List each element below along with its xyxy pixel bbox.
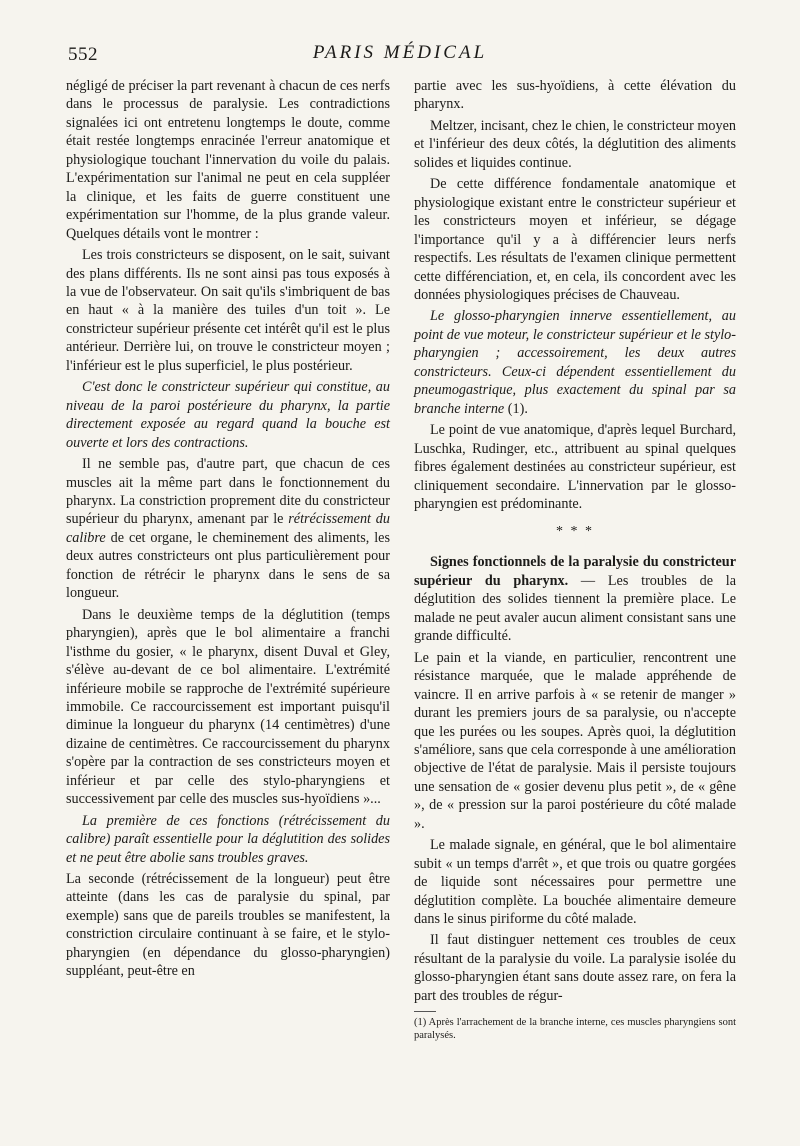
text-run: de cet organe, le cheminement des aliments, les deux autres constricteurs ont plus particulièrement pour fonction de rétrécir le pharynx dans le sens de sa longueur.	[66, 529, 390, 602]
paragraph	[66, 455, 390, 603]
paragraph: Il faut distinguer nettement ces troubles de ceux résultant de la paralysie du voile. La paralysie isolée du glosso-pharyngien étant sans doute assez rare, on fera la part des troubles de régur-	[414, 932, 736, 1004]
paragraph	[414, 307, 736, 418]
italic-term: rétrécissement du calibre	[66, 511, 390, 546]
italic-paragraph: La première de ces fonctions (rétrécissement du calibre) paraît essentielle pour la déglutition des solides et ne peut être abolie sans troubles graves.	[66, 812, 390, 866]
paragraph: négligé de préciser la part revenant à chacun de ces nerfs dans le processus de paralysie. Les contradictions signalées ici ont entretenu longtemps le doute, comme était restée longtemps enracinée l'erreur anatomique et physiologique touchant l'innervation du voile du palais. L'expérimentation sur l'animal ne peut en cela suppléer la clinique, et les faits de guerre constituent une expérimentation sur l'homme, de la plus grande valeur. Quelques détails vont le montrer :	[66, 78, 390, 242]
paragraph	[414, 553, 736, 645]
paragraph: Dans le deuxième temps de la déglutition (temps pharyngien), après que le bol alimentaire a franchi l'isthme du gosier, « le pharynx, disent Duval et Gley, s'élève au-devant de ce bol alimentaire. L'extrémité inférieure mobile se rapproche de l'extrémité supérieure immobile. Ce raccourcissement est important puisqu'il diminue la longueur du pharynx (14 centimètres) d'une dizaine de centimètres. Ce raccourcissement du pharynx s'opère par la contraction de ses constricteurs moyen et inférieur et par celle des stylo-pharyngiens et successivement par celle des muscles sus-hyoïdiens »...	[66, 606, 390, 808]
right-column	[414, 77, 736, 1045]
paragraph: Les trois constricteurs se disposent, on le sait, suivant des plans différents. Ils ne sont ainsi pas tous exposés à la vue de l'observateur. On sait qu'ils s'imbriquent de bas en haut « à la manière des tuiles d'un toit ». Le constricteur supérieur présente cet intérêt qu'il est le plus antérieur. Derrière lui, on trouve le constricteur moyen ; l'inférieur est le plus superficiel, le plus postérieur.	[66, 247, 390, 374]
section-separator: * * *	[556, 524, 594, 540]
paragraph: Le pain et la viande, en particulier, rencontrent une résistance marquée, que le malade appréhende de vaincre. Il en arrive parfois à « se retenir de manger » durant les premiers jours de sa paralysie, ou n'accepte que les purées ou les soupes. Après quoi, la déglutition s'améliore, sans que cela corresponde à une amélioration objective de l'état de paralysie. Mais il persiste toujours une sensation de « gosier devenu plus petit », de « gêne », de « pression sur la paroi postérieure du côté malade ».	[414, 649, 736, 832]
footnote: (1) Après l'arrachement de la branche interne, ces muscles pharyngiens sont paralysés.	[414, 1017, 736, 1042]
footnote-divider	[414, 1011, 436, 1012]
paragraph: Le malade signale, en général, que le bol alimentaire subit « un temps d'arrêt », et que trois ou quatre gorgées de liquide sont nécessaires pour permettre une déglutition complète. La bouchée alimentaire demeure dans le sinus piriforme du côté malade.	[414, 837, 736, 928]
left-column	[66, 77, 390, 984]
paragraph: Meltzer, incisant, chez le chien, le constricteur moyen et l'inférieur des deux côtés, la déglutition des aliments solides et liquides continue.	[414, 117, 736, 171]
running-title: PARIS MÉDICAL	[312, 42, 488, 63]
footnote-ref: (1).	[504, 400, 528, 417]
text-run: — Les troubles de la déglutition des solides tiennent la première place. Le malade ne peut avaler aucun aliment consistant sans une grande difficulté.	[414, 572, 736, 645]
italic-paragraph: C'est donc le constricteur supérieur qui constitue, au niveau de la paroi postérieure du pharynx, la partie directement exposée au regard quand la bouche est ouverte et lors des contractions.	[66, 379, 390, 451]
section-heading: Signes fonctionnels de la paralysie du constricteur supérieur du pharynx.	[414, 554, 736, 589]
paragraph: partie avec les sus-hyoïdiens, à cette élévation du pharynx.	[414, 78, 736, 113]
paragraph: La seconde (rétrécissement de la longueur) peut être atteinte (dans les cas de paralysie du spinal, par exemple) sans que de pareils troubles se manifestent, la constriction circulaire continuant à se faire, et le stylo-pharyngien (en dépendance du glosso-pharyngien) suppléant, peut-être en	[66, 871, 390, 980]
text-run: Il ne semble pas, d'autre part, que chacun de ces muscles ait la même part dans le fonctionnement du pharynx. La constriction proprement dite du constricteur supérieur du pharynx, amenant par le	[66, 456, 390, 528]
paragraph: Le point de vue anatomique, d'après lequel Burchard, Luschka, Rudinger, etc., attribuent au spinal quelques fibres également destinées au constricteur supérieur, est cliniquement secondaire. L'innervation par le glosso-pharyngien est prédominante.	[414, 422, 736, 512]
paragraph: De cette différence fondamentale anatomique et physiologique existant entre le constricteur supérieur et les constricteurs moyen et inférieur, se dégage l'importance qu'il y a à différencier leurs nerfs respectifs. Les résultats de l'examen clinique permettent cette différenciation, et, en cela, ils concordent avec les données physiologiques précises de Chauveau.	[414, 176, 736, 303]
italic-text-run: Le glosso-pharyngien innerve essentiellement, au point de vue moteur, le constricteur supérieur et le stylo-pharyngien ; accessoirement, les deux autres constricteurs. Ceux-ci dépendent essentiellement du pneumogastrique, plus exactement du spinal par sa branche interne	[414, 308, 736, 417]
page-number: 552	[68, 44, 98, 65]
